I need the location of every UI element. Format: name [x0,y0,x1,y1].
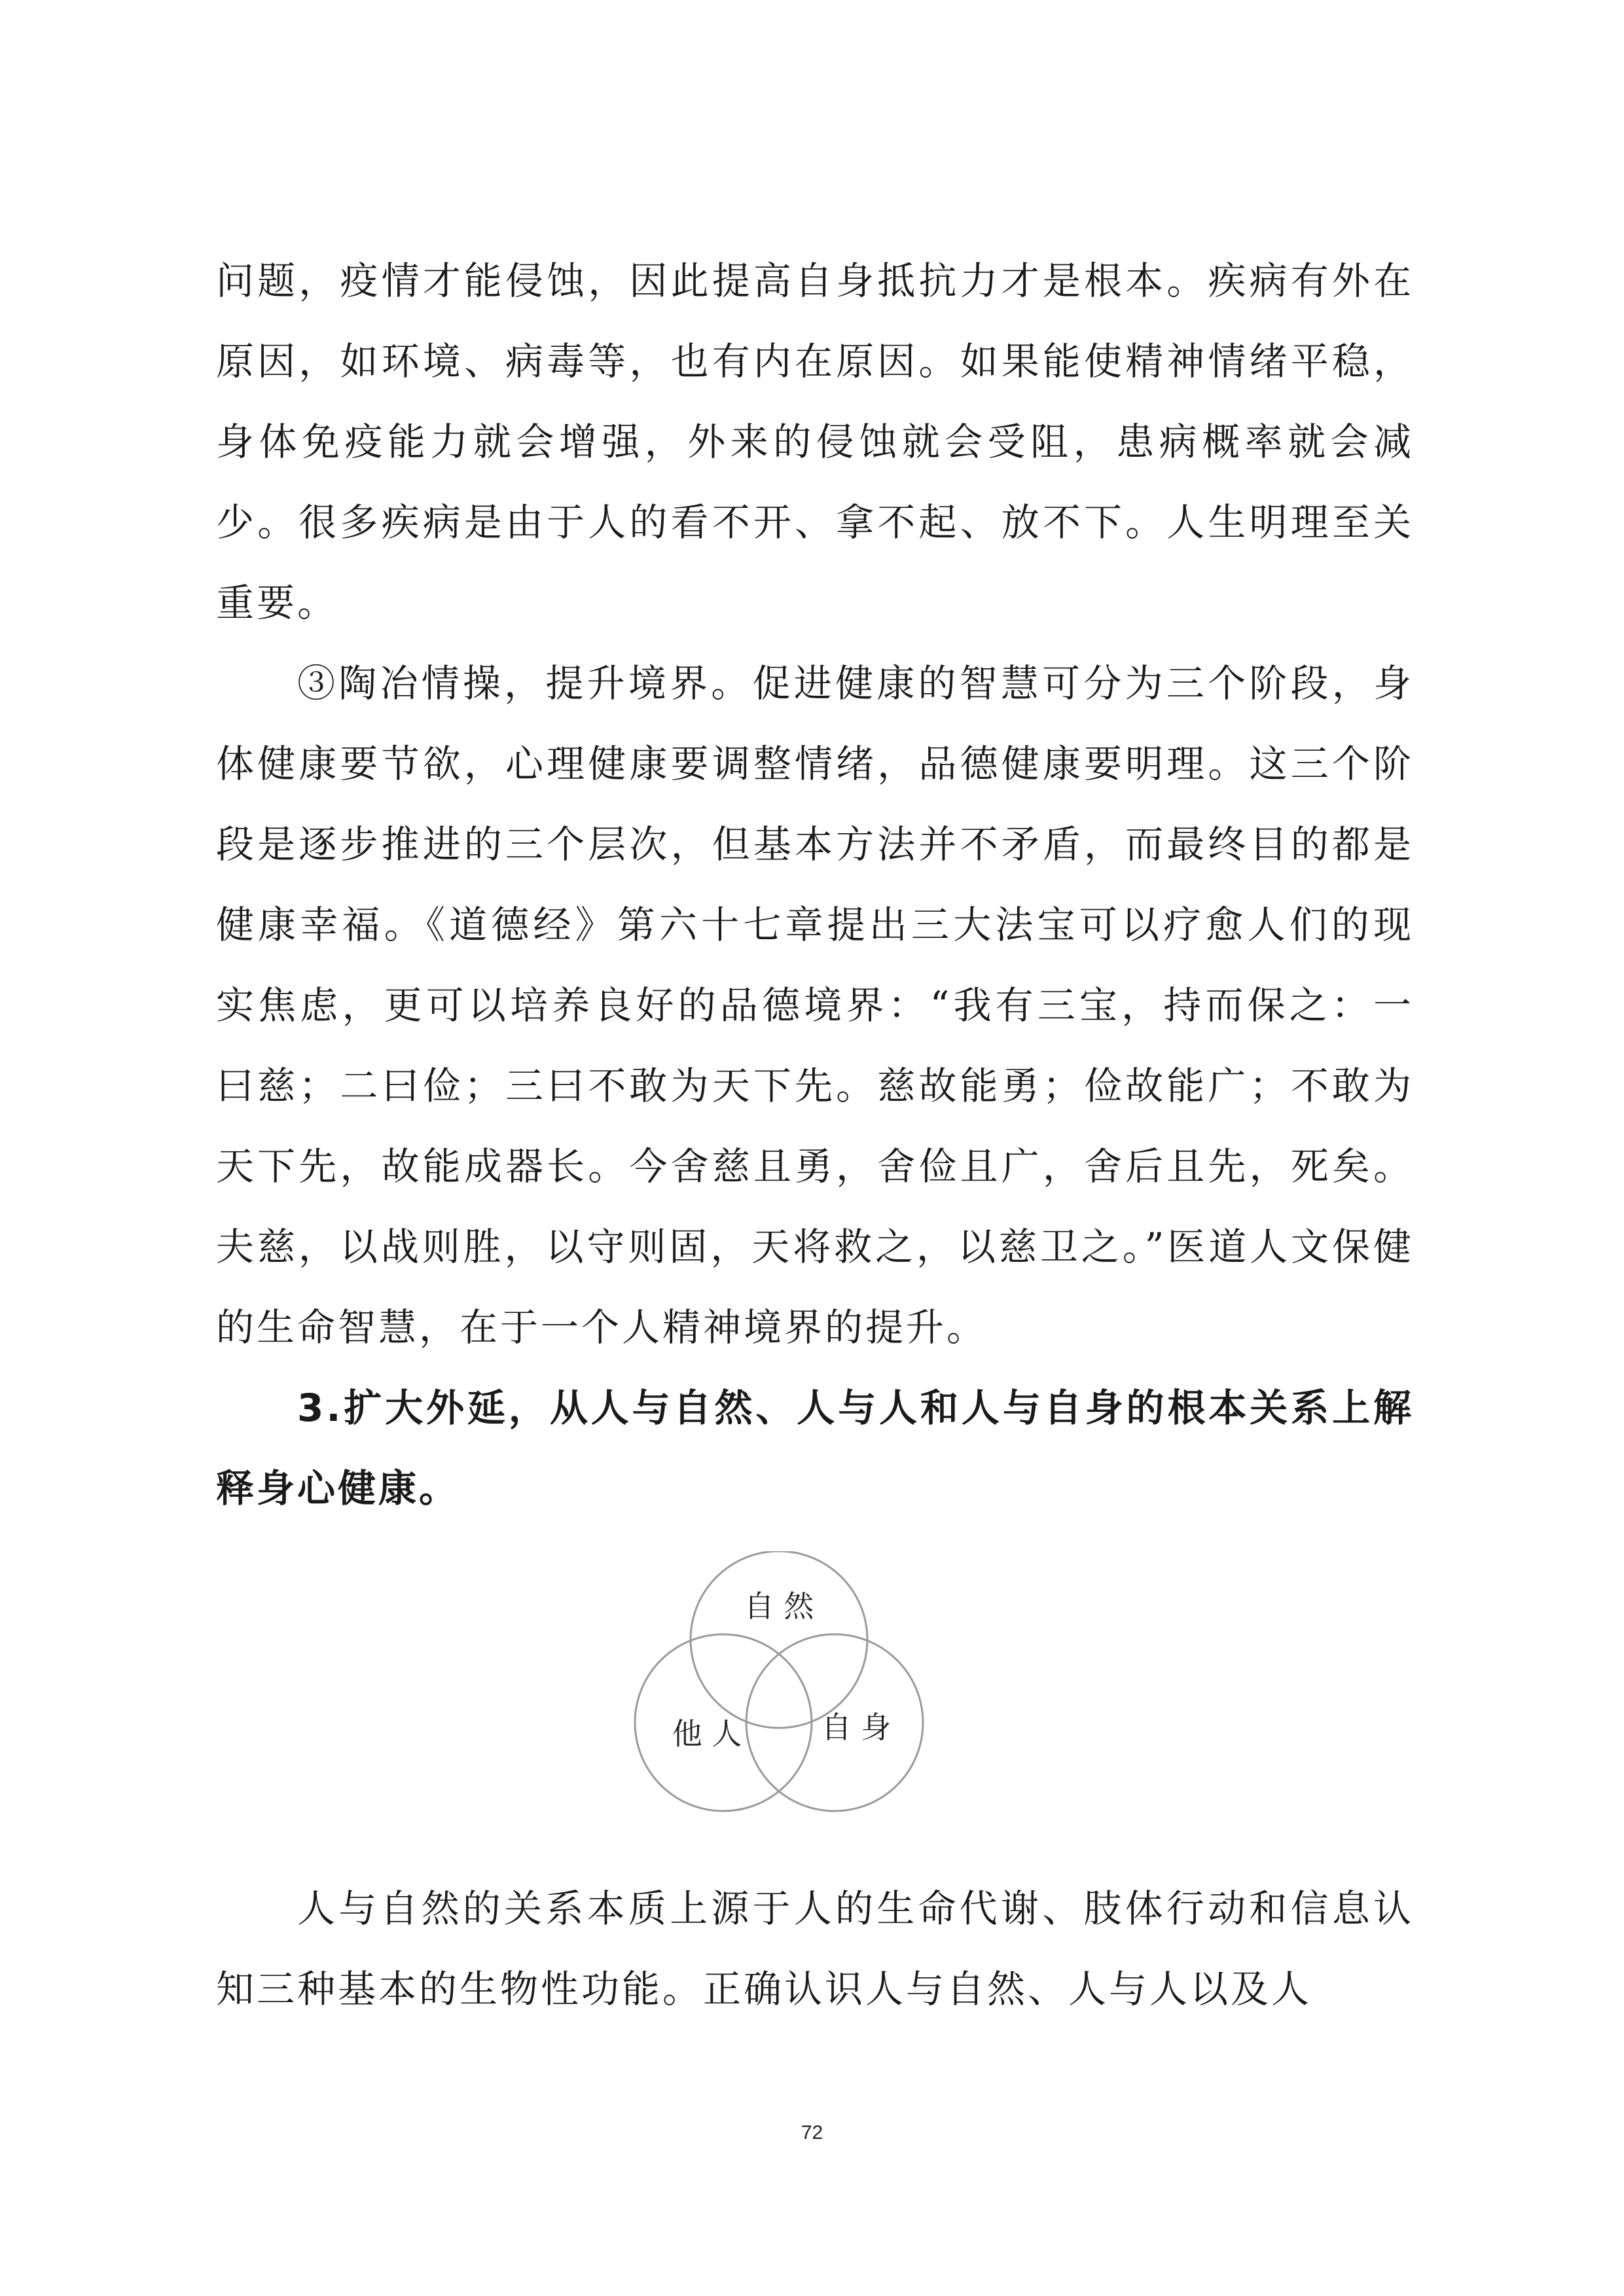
bottom-text [216,1869,1414,2030]
paragraph-nature-relation: 人与自然的关系本质上源于人的生命代谢、肢体行动和信息认知三种基本的生物性功能。正确认识人与自然、人与人以及人 [216,1886,1414,2011]
label-others: 他 人 [672,1716,742,1751]
label-nature: 自 然 [744,1588,814,1624]
circle-nature [691,1551,867,1728]
page-number: 72 [801,2122,823,2144]
label-self: 自 身 [821,1710,892,1745]
body-text [216,241,1414,1529]
paragraph-immunity: 问题，疫情才能侵蚀，因此提高自身抵抗力才是根本。疾病有外在原因，如环境、病毒等，也有内在原因。如果能使精神情绪平稳，身体免疫能力就会增强，外来的侵蚀就会受阻，患病概率就会减少。很多疾病是由于人的看不开、拿不起、放不下。人生明理至关重要。 [216,259,1414,625]
section-heading: 3.扩大外延，从人与自然、人与人和人与自身的根本关系上解释身心健康。 [216,1386,1414,1511]
venn-diagram [615,1551,943,1813]
venn-svg [615,1551,943,1813]
paragraph-cultivate-sentiment: ③陶冶情操，提升境界。促进健康的智慧可分为三个阶段，身体健康要节欲，心理健康要调整情绪，品德健康要明理。这三个阶段是逐步推进的三个层次，但基本方法并不矛盾，而最终目的都是健康幸福。《道德经》第六十七章提出三大法宝可以疗愈人们的现实焦虑，更可以培养良好的品德境界：“我有三宝，持而保之：一曰慈；二曰俭；三曰不敢为天下先。慈故能勇；俭故能广；不敢为天下先，故能成器长。今舍慈且勇，舍俭且广，舍后且先，死矣。夫慈，以战则胜，以守则固，天将救之，以慈卫之。”医道人文保健的生命智慧，在于一个人精神境界的提升。 [216,661,1414,1350]
